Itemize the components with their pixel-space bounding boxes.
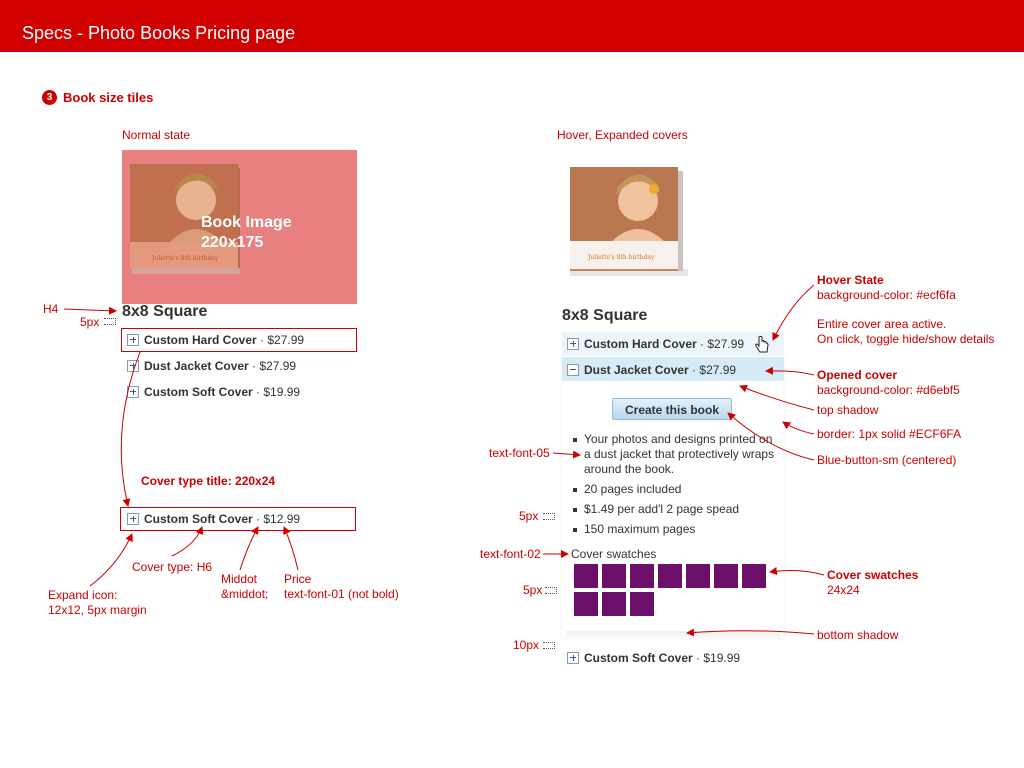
annotation-cover-type-title: Cover type title: 220x24: [141, 474, 276, 488]
annotation-blue-button: Blue-button-sm (centered): [817, 453, 957, 467]
annotation-expand-icon-size: 12x12, 5px margin: [48, 603, 147, 617]
expand-icon[interactable]: [127, 360, 139, 372]
page-title: Specs - Photo Books Pricing page: [22, 23, 296, 43]
cover-row-soft-hover[interactable]: [562, 646, 740, 670]
annotation-swatches-title: Cover swatches: [827, 568, 919, 582]
annotation-expand-icon: [48, 588, 147, 618]
arrow-expand-icon: [90, 534, 132, 586]
arrow-border: [783, 422, 814, 434]
book-photo: [566, 163, 691, 278]
cover-swatch[interactable]: [714, 564, 738, 588]
annotation-hover-note-2: On click, toggle hide/show details: [817, 332, 995, 346]
book-image-label-size: 220x175: [201, 234, 264, 251]
cover-price: $27.99: [267, 333, 305, 347]
annotation-bottom-shadow: bottom shadow: [817, 628, 899, 642]
annotation-hover-state: [817, 273, 994, 347]
annotation-opened-title: Opened cover: [817, 368, 898, 382]
cover-row-soft[interactable]: [122, 380, 300, 404]
spacing-marker: [104, 318, 116, 325]
annotation-price-title: Price: [284, 572, 312, 586]
cover-row-hard[interactable]: [122, 328, 304, 352]
middot: ·: [248, 359, 260, 373]
normal-state-label: Normal state: [122, 128, 191, 142]
cover-row-dust-jacket[interactable]: [122, 354, 296, 378]
annotation-price-font: text-font-01 (not bold): [284, 587, 399, 601]
expand-icon[interactable]: [127, 334, 139, 346]
detail-item: 20 pages included: [572, 482, 782, 497]
create-this-book-button[interactable]: Create this book: [612, 398, 732, 420]
cover-price: $27.99: [259, 359, 297, 373]
arrow-cover-type: [172, 527, 202, 556]
arrow-price: [284, 527, 298, 570]
book-image-label-title: Book Image: [201, 214, 292, 231]
middot: ·: [256, 333, 268, 347]
cover-swatch[interactable]: [630, 592, 654, 616]
cover-swatches: [574, 564, 774, 620]
annotation-opened-cover: [817, 368, 960, 398]
cover-swatch[interactable]: [574, 592, 598, 616]
section-title: Book size tiles: [63, 90, 154, 105]
middot: ·: [252, 385, 264, 399]
cover-price: $19.99: [703, 651, 741, 665]
cover-title: Dust Jacket Cover: [584, 363, 689, 377]
cover-details-list: [572, 432, 782, 542]
cover-row-dust-jacket-opened[interactable]: [562, 358, 736, 382]
cover-swatch[interactable]: [742, 564, 766, 588]
annotation-cover-type: Cover type: H6: [132, 560, 213, 574]
middot: ·: [696, 337, 708, 351]
annotation-border: border: 1px solid #ECF6FA: [817, 427, 962, 441]
collapse-icon[interactable]: [567, 364, 579, 376]
detail-item: Your photos and designs printed on a dust jacket that protectively wraps around the book.: [572, 432, 782, 477]
cover-price: $12.99: [263, 512, 301, 526]
cover-swatch[interactable]: [630, 564, 654, 588]
annotation-hover-state-title: Hover State: [817, 273, 884, 287]
annotation-price: [284, 572, 399, 602]
cover-title: Custom Hard Cover: [144, 333, 257, 347]
section-number-badge: 3: [42, 90, 57, 105]
expand-icon[interactable]: [127, 386, 139, 398]
example-cover-row[interactable]: [122, 507, 300, 531]
cover-price: $19.99: [263, 385, 301, 399]
cover-price: $27.99: [707, 337, 745, 351]
expand-icon[interactable]: [567, 338, 579, 350]
bottom-shadow: [566, 631, 780, 641]
detail-item: $1.49 per add'l 2 page spead: [572, 502, 782, 517]
expand-icon[interactable]: [567, 652, 579, 664]
cover-swatch[interactable]: [574, 564, 598, 588]
cover-swatch[interactable]: [602, 564, 626, 588]
cover-title: Custom Soft Cover: [584, 651, 693, 665]
cover-price: $27.99: [699, 363, 737, 377]
cover-swatch[interactable]: [602, 592, 626, 616]
annotation-10px: 10px: [513, 638, 540, 652]
hand-cursor-icon: [754, 336, 770, 354]
cover-swatches-label: Cover swatches: [571, 547, 657, 561]
tile-title-hover: 8x8 Square: [562, 307, 648, 324]
middot: ·: [688, 363, 700, 377]
detail-item: 150 maximum pages: [572, 522, 782, 537]
annotation-5px: 5px: [80, 315, 100, 329]
cover-row-hard-hover[interactable]: [562, 332, 744, 356]
annotation-cover-swatches: [827, 568, 918, 598]
cover-title: Custom Hard Cover: [584, 337, 697, 351]
arrow-h4: [64, 309, 116, 311]
middot: ·: [692, 651, 704, 665]
annotation-expand-icon-title: Expand icon:: [48, 588, 118, 602]
annotation-middot: [221, 572, 268, 602]
cover-title: Custom Soft Cover: [144, 512, 253, 526]
annotation-5px-b: 5px: [519, 509, 539, 523]
middot: ·: [252, 512, 264, 526]
annotation-middot-title: Middot: [221, 572, 258, 586]
cover-title: Dust Jacket Cover: [144, 359, 249, 373]
hover-state-label: Hover, Expanded covers: [557, 128, 688, 142]
annotation-top-shadow: top shadow: [817, 403, 879, 417]
cover-title: Custom Soft Cover: [144, 385, 253, 399]
annotation-hover-note-1: Entire cover area active.: [817, 317, 947, 331]
cover-swatch[interactable]: [686, 564, 710, 588]
annotation-hover-state-bg: background-color: #ecf6fa: [817, 288, 956, 302]
spacing-marker: [545, 587, 557, 594]
annotation-middot-entity: &middot;: [221, 587, 269, 601]
book-cover-caption: Juliette's 8th birthday: [152, 255, 219, 262]
spacing-marker: [543, 642, 555, 649]
annotation-h4: H4: [43, 302, 59, 316]
cover-swatch[interactable]: [658, 564, 682, 588]
tile-title: 8x8 Square: [122, 303, 208, 320]
annotation-text-font-05: text-font-05: [489, 446, 550, 460]
expand-icon[interactable]: [127, 513, 139, 525]
spacing-marker: [543, 513, 555, 520]
arrow-middot: [240, 527, 258, 570]
annotation-5px-c: 5px: [523, 583, 543, 597]
annotation-opened-bg: background-color: #d6ebf5: [817, 383, 960, 397]
book-image-label: [201, 213, 292, 253]
annotation-swatches-size: 24x24: [827, 583, 860, 597]
annotation-text-font-02: text-font-02: [480, 547, 541, 561]
book-cover-caption: Juliette's 8th birthday: [588, 254, 655, 261]
